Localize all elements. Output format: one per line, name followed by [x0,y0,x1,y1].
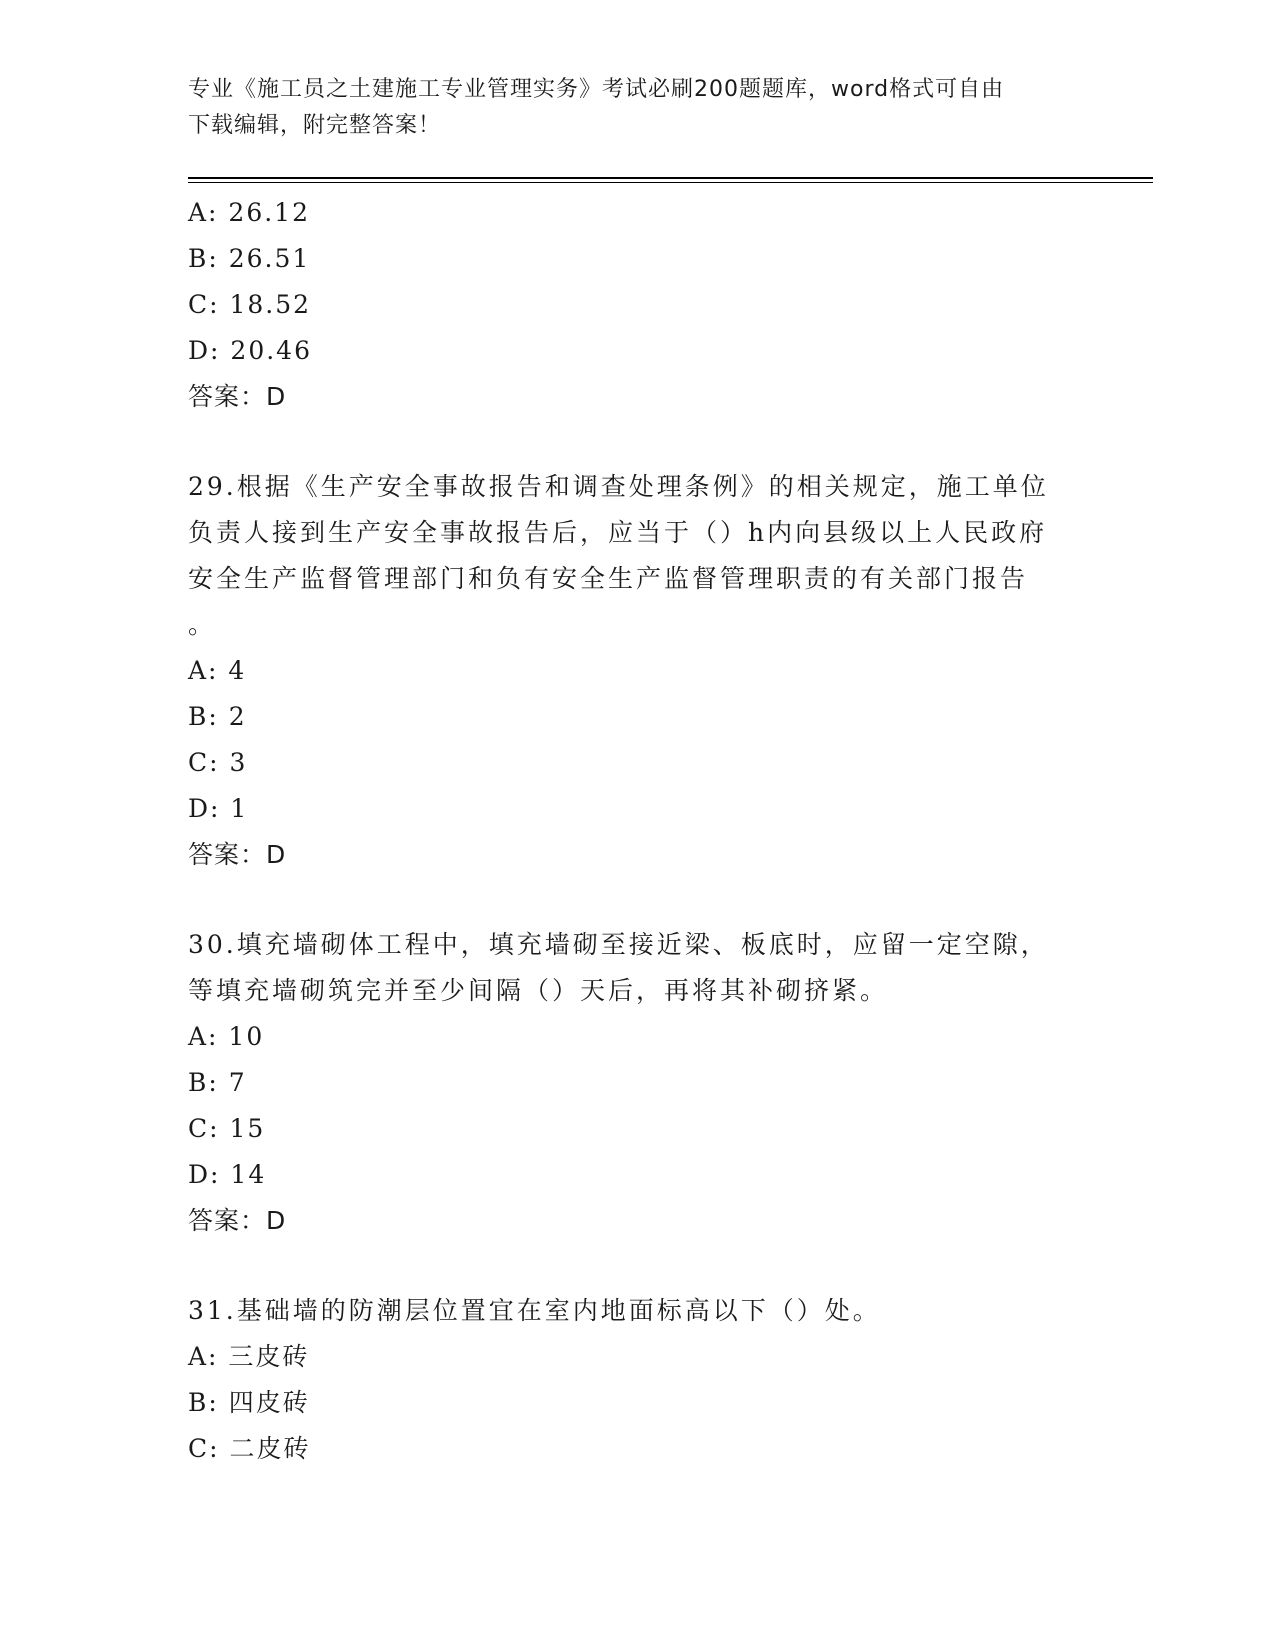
header-line-2: 下载编辑，附完整答案！ [188,113,442,138]
option-b: B: 26.51 [188,244,311,273]
question-text-line: 负责人接到生产安全事故报告后，应当于（）h内向县级以上人民政府 [188,518,1048,547]
spacer [188,1244,1088,1288]
option-a: A: 三皮砖 [188,1342,310,1371]
header-line-1: 专业《施工员之土建施工专业管理实务》考试必刷200题题库，word格式可自由 [188,77,1005,102]
spacer [188,878,1088,922]
document-header [188,72,1068,144]
option-d: D: 20.46 [188,336,312,365]
question-28-tail [188,190,1088,420]
option-a: A: 10 [188,1022,265,1051]
option-b: B: 四皮砖 [188,1388,310,1417]
question-text-line: 。 [188,610,217,639]
option-c: C: 二皮砖 [188,1434,311,1463]
question-text-line: 30.填充墙砌体工程中，填充墙砌至接近梁、板底时，应留一定空隙， [188,930,1049,959]
header-divider-thick [188,177,1153,179]
spacer [188,420,1088,464]
question-text-line: 安全生产监督管理部门和负有安全生产监督管理职责的有关部门报告 [188,564,1029,593]
question-text-line: 等填充墙砌筑完并至少间隔（）天后，再将其补砌挤紧。 [188,976,889,1005]
option-b: B: 2 [188,702,247,731]
question-31 [188,1288,1088,1472]
option-d: D: 1 [188,794,249,823]
option-a: A: 26.12 [188,198,310,227]
answer-line: 答案：D [188,382,287,411]
option-c: C: 15 [188,1114,266,1143]
option-a: A: 4 [188,656,247,685]
option-d: D: 14 [188,1160,267,1189]
answer-line: 答案：D [188,1206,287,1235]
answer-line: 答案：D [188,840,287,869]
question-29 [188,464,1088,878]
question-text-line: 31.基础墙的防潮层位置宜在室内地面标高以下（）处。 [188,1296,881,1325]
document-body [188,190,1088,1472]
question-30 [188,922,1088,1244]
option-c: C: 18.52 [188,290,312,319]
header-divider-thin [188,182,1153,183]
option-b: B: 7 [188,1068,247,1097]
option-c: C: 3 [188,748,248,777]
question-text-line: 29.根据《生产安全事故报告和调查处理条例》的相关规定，施工单位 [188,472,1049,501]
